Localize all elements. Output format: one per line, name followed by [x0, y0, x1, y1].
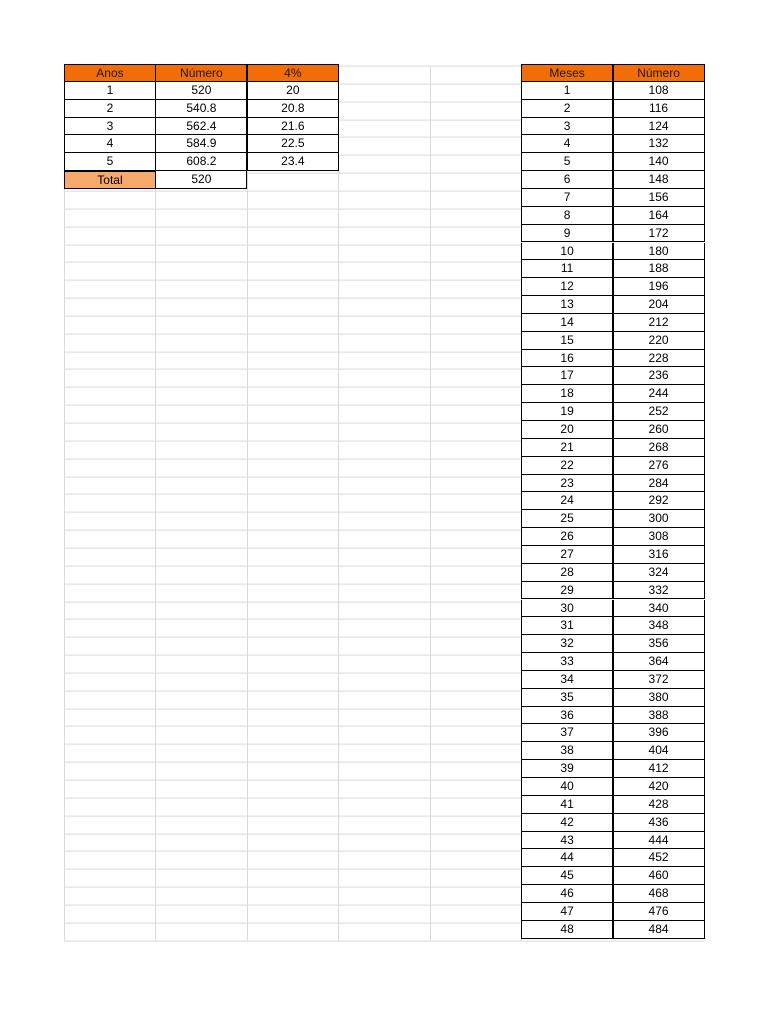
- meses-data-cell[interactable]: 284: [613, 475, 705, 493]
- anos-data-cell[interactable]: 23.4: [247, 153, 339, 171]
- meses-data-cell[interactable]: 332: [613, 582, 705, 600]
- meses-data-cell[interactable]: 436: [613, 814, 705, 832]
- anos-data-cell[interactable]: 20: [247, 82, 339, 100]
- spreadsheet: [64, 64, 704, 942]
- meses-data-cell[interactable]: 148: [613, 171, 705, 189]
- meses-data-cell[interactable]: 116: [613, 100, 705, 118]
- meses-data-cell[interactable]: 11: [521, 260, 613, 278]
- meses-data-cell[interactable]: 3: [521, 118, 613, 136]
- meses-data-cell[interactable]: 25: [521, 510, 613, 528]
- meses-data-cell[interactable]: 37: [521, 724, 613, 742]
- meses-data-cell[interactable]: 356: [613, 635, 705, 653]
- anos-data-cell[interactable]: 22.5: [247, 135, 339, 153]
- meses-data-cell[interactable]: 18: [521, 385, 613, 403]
- anos-data-cell[interactable]: 2: [64, 100, 156, 118]
- meses-data-cell[interactable]: 140: [613, 153, 705, 171]
- meses-data-cell[interactable]: 348: [613, 617, 705, 635]
- meses-data-cell[interactable]: 108: [613, 82, 705, 100]
- meses-data-cell[interactable]: 420: [613, 778, 705, 796]
- meses-header-cell[interactable]: Meses: [521, 64, 613, 82]
- meses-data-cell[interactable]: 32: [521, 635, 613, 653]
- meses-data-cell[interactable]: 24: [521, 492, 613, 510]
- meses-data-cell[interactable]: 212: [613, 314, 705, 332]
- meses-data-cell[interactable]: 396: [613, 724, 705, 742]
- anos-data-cell[interactable]: 1: [64, 82, 156, 100]
- meses-data-cell[interactable]: 23: [521, 475, 613, 493]
- meses-data-cell[interactable]: 33: [521, 653, 613, 671]
- meses-data-cell[interactable]: 1: [521, 82, 613, 100]
- meses-data-cell[interactable]: 38: [521, 742, 613, 760]
- anos-data-cell[interactable]: 3: [64, 118, 156, 136]
- anos-data-cell[interactable]: 20.8: [247, 100, 339, 118]
- meses-data-cell[interactable]: 6: [521, 171, 613, 189]
- meses-data-cell[interactable]: 41: [521, 796, 613, 814]
- meses-data-cell[interactable]: 340: [613, 600, 705, 618]
- meses-data-cell[interactable]: 29: [521, 582, 613, 600]
- meses-data-cell[interactable]: 15: [521, 332, 613, 350]
- meses-data-cell[interactable]: 460: [613, 867, 705, 885]
- meses-data-cell[interactable]: 388: [613, 707, 705, 725]
- meses-data-cell[interactable]: 172: [613, 225, 705, 243]
- meses-data-cell[interactable]: 46: [521, 885, 613, 903]
- meses-data-cell[interactable]: 428: [613, 796, 705, 814]
- meses-data-cell[interactable]: 372: [613, 671, 705, 689]
- meses-data-cell[interactable]: 13: [521, 296, 613, 314]
- meses-data-cell[interactable]: 180: [613, 243, 705, 261]
- meses-data-cell[interactable]: 236: [613, 367, 705, 385]
- meses-data-cell[interactable]: 44: [521, 849, 613, 867]
- anos-data-cell[interactable]: 584.9: [155, 135, 247, 153]
- meses-data-cell[interactable]: 45: [521, 867, 613, 885]
- meses-data-cell[interactable]: 7: [521, 189, 613, 207]
- meses-data-cell[interactable]: 10: [521, 243, 613, 261]
- meses-data-cell[interactable]: 17: [521, 367, 613, 385]
- meses-data-cell[interactable]: 42: [521, 814, 613, 832]
- meses-data-cell[interactable]: 35: [521, 689, 613, 707]
- meses-data-cell[interactable]: 8: [521, 207, 613, 225]
- meses-data-cell[interactable]: 188: [613, 260, 705, 278]
- anos-data-cell[interactable]: 520: [155, 82, 247, 100]
- anos-header-cell[interactable]: 4%: [247, 64, 339, 82]
- meses-data-cell[interactable]: 27: [521, 546, 613, 564]
- meses-data-cell[interactable]: 484: [613, 921, 705, 939]
- meses-data-cell[interactable]: 252: [613, 403, 705, 421]
- anos-data-cell[interactable]: 21.6: [247, 118, 339, 136]
- meses-data-cell[interactable]: 476: [613, 903, 705, 921]
- meses-data-cell[interactable]: 43: [521, 832, 613, 850]
- meses-data-cell[interactable]: 324: [613, 564, 705, 582]
- meses-data-cell[interactable]: 36: [521, 707, 613, 725]
- meses-data-cell[interactable]: 26: [521, 528, 613, 546]
- meses-data-cell[interactable]: 20: [521, 421, 613, 439]
- anos-header-cell[interactable]: Anos: [64, 64, 156, 82]
- meses-data-cell[interactable]: 19: [521, 403, 613, 421]
- meses-data-cell[interactable]: 164: [613, 207, 705, 225]
- meses-data-cell[interactable]: 2: [521, 100, 613, 118]
- meses-header-cell[interactable]: Número: [613, 64, 705, 82]
- meses-data-cell[interactable]: 4: [521, 135, 613, 153]
- meses-data-cell[interactable]: 292: [613, 492, 705, 510]
- meses-data-cell[interactable]: 220: [613, 332, 705, 350]
- meses-data-cell[interactable]: 468: [613, 885, 705, 903]
- anos-data-cell[interactable]: 5: [64, 153, 156, 171]
- meses-data-cell[interactable]: 452: [613, 849, 705, 867]
- meses-data-cell[interactable]: 39: [521, 760, 613, 778]
- meses-data-cell[interactable]: 228: [613, 350, 705, 368]
- anos-data-cell[interactable]: 540.8: [155, 100, 247, 118]
- meses-data-cell[interactable]: 260: [613, 421, 705, 439]
- meses-data-cell[interactable]: 316: [613, 546, 705, 564]
- meses-data-cell[interactable]: 124: [613, 118, 705, 136]
- meses-data-cell[interactable]: 34: [521, 671, 613, 689]
- meses-data-cell[interactable]: 132: [613, 135, 705, 153]
- meses-data-cell[interactable]: 12: [521, 278, 613, 296]
- meses-data-cell[interactable]: 21: [521, 439, 613, 457]
- meses-data-cell[interactable]: 47: [521, 903, 613, 921]
- meses-data-cell[interactable]: 196: [613, 278, 705, 296]
- anos-data-cell[interactable]: 562.4: [155, 118, 247, 136]
- meses-data-cell[interactable]: 28: [521, 564, 613, 582]
- meses-data-cell[interactable]: 412: [613, 760, 705, 778]
- meses-data-cell[interactable]: 9: [521, 225, 613, 243]
- anos-data-cell[interactable]: 608.2: [155, 153, 247, 171]
- meses-data-cell[interactable]: 276: [613, 457, 705, 475]
- anos-data-cell[interactable]: 4: [64, 135, 156, 153]
- meses-data-cell[interactable]: 380: [613, 689, 705, 707]
- meses-data-cell[interactable]: 40: [521, 778, 613, 796]
- meses-data-cell[interactable]: 364: [613, 653, 705, 671]
- meses-data-cell[interactable]: 14: [521, 314, 613, 332]
- meses-data-cell[interactable]: 244: [613, 385, 705, 403]
- meses-data-cell[interactable]: 48: [521, 921, 613, 939]
- meses-data-cell[interactable]: 156: [613, 189, 705, 207]
- anos-total-label[interactable]: Total: [64, 171, 156, 189]
- meses-data-cell[interactable]: 16: [521, 350, 613, 368]
- anos-total-value[interactable]: 520: [155, 171, 247, 189]
- meses-data-cell[interactable]: 308: [613, 528, 705, 546]
- meses-data-cell[interactable]: 204: [613, 296, 705, 314]
- meses-data-cell[interactable]: 404: [613, 742, 705, 760]
- meses-data-cell[interactable]: 30: [521, 600, 613, 618]
- meses-data-cell[interactable]: 300: [613, 510, 705, 528]
- meses-data-cell[interactable]: 31: [521, 617, 613, 635]
- anos-header-cell[interactable]: Número: [155, 64, 247, 82]
- meses-data-cell[interactable]: 22: [521, 457, 613, 475]
- meses-data-cell[interactable]: 444: [613, 832, 705, 850]
- meses-data-cell[interactable]: 268: [613, 439, 705, 457]
- meses-data-cell[interactable]: 5: [521, 153, 613, 171]
